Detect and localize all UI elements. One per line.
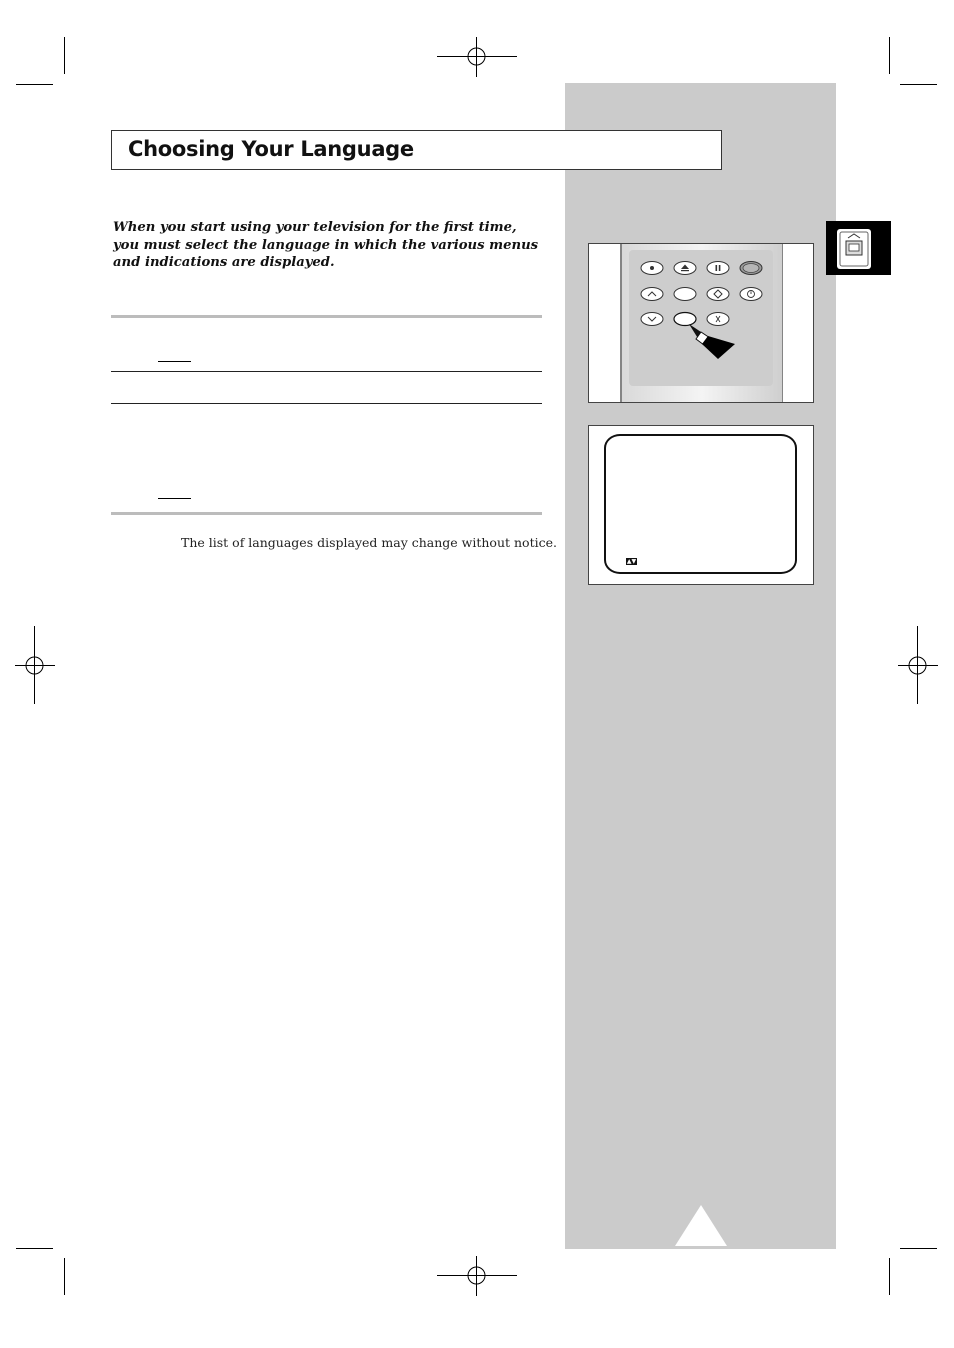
eject-button-icon	[674, 262, 696, 275]
registration-mark	[437, 37, 517, 77]
step-marker	[158, 361, 191, 362]
x-button-icon	[707, 313, 729, 326]
crop-mark	[889, 37, 890, 74]
page-marker-icon	[674, 1205, 728, 1247]
page-title: Choosing Your Language	[128, 137, 414, 161]
remote-control-illustration	[588, 243, 814, 403]
down-button-icon	[641, 313, 663, 326]
step-divider	[111, 403, 542, 404]
step-divider	[111, 371, 542, 372]
up-button-icon	[641, 288, 663, 301]
tv-screen-illustration	[588, 425, 814, 585]
note-text: The list of languages displayed may change without notice.	[181, 535, 557, 550]
remote-control-graphic	[589, 244, 814, 403]
step-marker	[158, 498, 191, 499]
diamond-button-icon	[707, 288, 729, 301]
section-divider	[111, 512, 542, 515]
crop-mark	[64, 37, 65, 74]
intro-text: When you start using your television for the first time, you must select the language in which the various menus and indications are displayed.	[113, 220, 539, 270]
tv-screen	[604, 434, 797, 574]
crop-mark	[889, 1258, 890, 1295]
highlighted-button-icon	[674, 313, 696, 326]
crop-mark	[16, 84, 53, 85]
crop-mark	[900, 1248, 937, 1249]
record-button-icon	[641, 262, 663, 275]
pause-button-icon	[707, 262, 729, 275]
timer-button-icon	[740, 288, 762, 301]
crop-mark	[16, 1248, 53, 1249]
registration-mark	[437, 1256, 517, 1296]
updown-icon: ▲▼	[626, 558, 637, 565]
registration-mark	[898, 626, 938, 704]
title-box	[111, 130, 722, 170]
section-tab	[826, 221, 891, 275]
tv-setup-icon	[826, 221, 891, 275]
section-divider	[111, 315, 542, 318]
crop-mark	[64, 1258, 65, 1295]
power-button-icon	[740, 262, 762, 275]
blank-button-icon	[674, 288, 696, 301]
crop-mark	[900, 84, 937, 85]
registration-mark	[15, 626, 55, 704]
